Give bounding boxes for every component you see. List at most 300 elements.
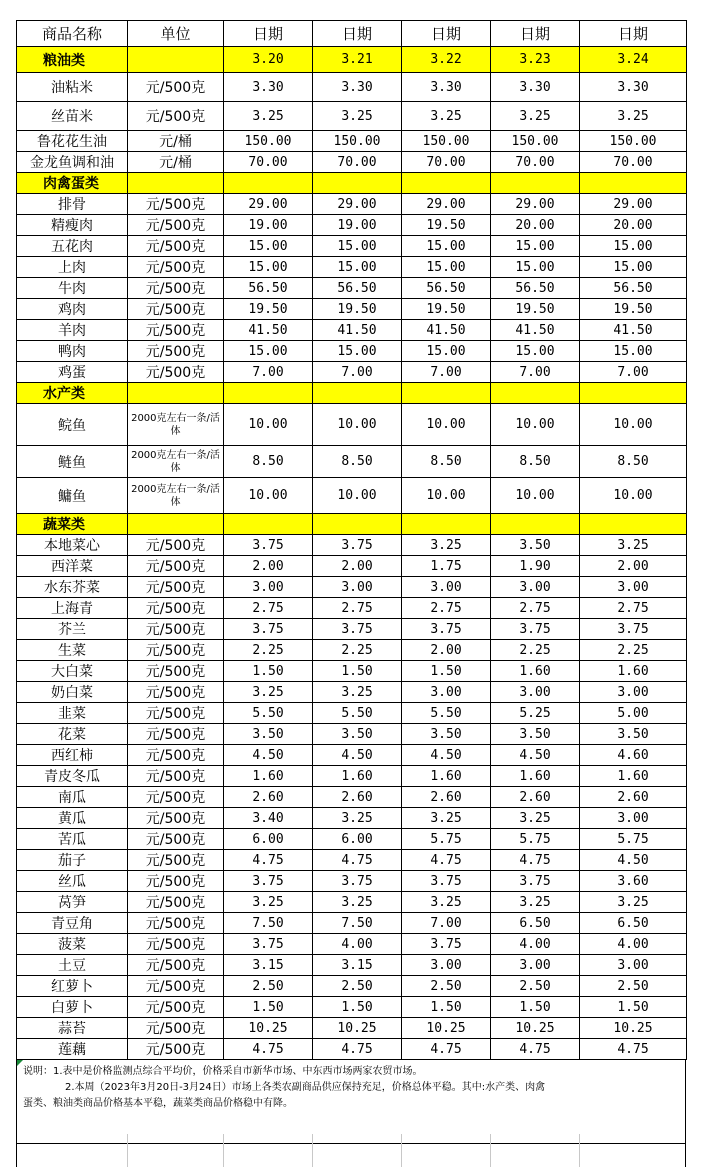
price-cell: 1.50 — [402, 997, 491, 1018]
price-cell: 3.15 — [313, 955, 402, 976]
price-cell: 1.60 — [313, 766, 402, 787]
notes-box — [16, 1060, 686, 1144]
table-row — [17, 661, 687, 682]
price-cell: 10.00 — [402, 478, 491, 514]
price-cell: 3.00 — [402, 955, 491, 976]
price-cell: 15.00 — [224, 257, 313, 278]
price-cell: 56.50 — [224, 278, 313, 299]
price-cell: 10.00 — [580, 478, 687, 514]
price-cell: 2.00 — [224, 556, 313, 577]
price-cell: 10.00 — [224, 404, 313, 446]
header-date: 日期 — [224, 21, 313, 47]
table-row — [17, 404, 687, 446]
price-cell: 29.00 — [313, 194, 402, 215]
grid-line — [127, 1134, 128, 1167]
price-cell: 2.25 — [580, 640, 687, 661]
item-name: 黄瓜 — [17, 808, 128, 829]
price-cell: 4.00 — [491, 934, 580, 955]
price-cell: 3.50 — [491, 535, 580, 556]
table-row — [17, 703, 687, 724]
price-cell: 3.25 — [313, 682, 402, 703]
price-cell: 3.75 — [491, 871, 580, 892]
price-cell: 3.00 — [491, 955, 580, 976]
header-unit: 单位 — [128, 21, 224, 47]
price-cell: 4.75 — [313, 850, 402, 871]
item-unit: 元/500克 — [128, 1039, 224, 1060]
item-unit: 元/500克 — [128, 577, 224, 598]
item-unit: 元/500克 — [128, 808, 224, 829]
table-row — [17, 976, 687, 997]
category-unit-cell — [128, 47, 224, 73]
price-cell: 10.25 — [580, 1018, 687, 1039]
item-name: 青豆角 — [17, 913, 128, 934]
header-date: 日期 — [580, 21, 687, 47]
price-cell: 3.00 — [491, 682, 580, 703]
price-cell: 2.75 — [224, 598, 313, 619]
price-cell: 4.50 — [402, 745, 491, 766]
date-cell — [402, 173, 491, 194]
item-unit: 元/500克 — [128, 934, 224, 955]
table-row — [17, 556, 687, 577]
price-cell: 15.00 — [491, 341, 580, 362]
item-name: 本地菜心 — [17, 535, 128, 556]
price-cell: 3.25 — [224, 682, 313, 703]
table-row — [17, 73, 687, 102]
category-name: 肉禽蛋类 — [17, 173, 128, 194]
item-name: 鳙鱼 — [17, 478, 128, 514]
price-cell: 1.75 — [402, 556, 491, 577]
item-unit: 元/500克 — [128, 535, 224, 556]
price-cell: 10.00 — [313, 478, 402, 514]
price-cell: 2.75 — [580, 598, 687, 619]
price-cell: 2.00 — [402, 640, 491, 661]
item-unit: 元/500克 — [128, 278, 224, 299]
price-cell: 7.00 — [313, 362, 402, 383]
item-name: 莴笋 — [17, 892, 128, 913]
price-cell: 3.25 — [580, 535, 687, 556]
price-cell: 8.50 — [491, 446, 580, 478]
price-cell: 4.00 — [580, 934, 687, 955]
item-name: 排骨 — [17, 194, 128, 215]
price-cell: 3.25 — [402, 535, 491, 556]
price-cell: 5.75 — [402, 829, 491, 850]
price-cell: 7.00 — [402, 913, 491, 934]
price-cell: 2.75 — [402, 598, 491, 619]
price-cell: 2.50 — [313, 976, 402, 997]
item-unit: 元/500克 — [128, 257, 224, 278]
price-cell: 41.50 — [580, 320, 687, 341]
price-cell: 3.25 — [580, 892, 687, 913]
date-cell — [224, 514, 313, 535]
price-cell: 3.15 — [224, 955, 313, 976]
category-unit-cell — [128, 173, 224, 194]
price-cell: 3.50 — [580, 724, 687, 745]
date-cell — [491, 514, 580, 535]
price-cell: 20.00 — [491, 215, 580, 236]
price-cell: 3.75 — [580, 619, 687, 640]
price-cell: 56.50 — [313, 278, 402, 299]
item-unit: 元/500克 — [128, 892, 224, 913]
price-cell: 5.50 — [224, 703, 313, 724]
item-unit: 元/500克 — [128, 997, 224, 1018]
price-cell: 2.25 — [491, 640, 580, 661]
grid-line — [223, 1134, 224, 1167]
table-row — [17, 787, 687, 808]
price-cell: 4.75 — [580, 1039, 687, 1060]
price-cell: 3.30 — [313, 73, 402, 102]
price-cell: 5.50 — [402, 703, 491, 724]
price-cell: 70.00 — [491, 152, 580, 173]
price-cell: 10.25 — [313, 1018, 402, 1039]
item-name: 丝瓜 — [17, 871, 128, 892]
price-cell: 1.90 — [491, 556, 580, 577]
category-row — [17, 47, 687, 73]
table-row — [17, 871, 687, 892]
price-cell: 2.50 — [402, 976, 491, 997]
item-name: 金龙鱼调和油 — [17, 152, 128, 173]
header-row — [17, 21, 687, 47]
table-row — [17, 478, 687, 514]
price-cell: 4.50 — [224, 745, 313, 766]
price-cell: 5.00 — [580, 703, 687, 724]
category-row — [17, 383, 687, 404]
table-row — [17, 278, 687, 299]
price-cell: 5.75 — [580, 829, 687, 850]
grid-line — [401, 1134, 402, 1167]
category-row — [17, 173, 687, 194]
note-line-1: 说明：1.表中是价格监测点综合平均价，价格采自市新华市场、中东西市场两家农贸市场。 — [23, 1066, 423, 1077]
price-cell: 2.60 — [224, 787, 313, 808]
price-cell: 3.75 — [224, 871, 313, 892]
item-name: 水东芥菜 — [17, 577, 128, 598]
item-unit: 元/500克 — [128, 661, 224, 682]
date-cell — [402, 383, 491, 404]
price-cell: 15.00 — [491, 257, 580, 278]
item-unit: 元/500克 — [128, 703, 224, 724]
item-name: 西红柿 — [17, 745, 128, 766]
price-cell: 41.50 — [491, 320, 580, 341]
price-cell: 3.75 — [402, 619, 491, 640]
item-unit: 元/500克 — [128, 73, 224, 102]
table-row — [17, 997, 687, 1018]
price-cell: 15.00 — [224, 341, 313, 362]
price-cell: 7.00 — [491, 362, 580, 383]
price-cell: 150.00 — [224, 131, 313, 152]
price-cell: 3.00 — [580, 682, 687, 703]
table-row — [17, 913, 687, 934]
price-cell: 4.75 — [313, 1039, 402, 1060]
price-cell: 2.75 — [491, 598, 580, 619]
price-cell: 1.60 — [224, 766, 313, 787]
price-cell: 8.50 — [402, 446, 491, 478]
date-cell — [491, 383, 580, 404]
category-unit-cell — [128, 514, 224, 535]
price-cell: 56.50 — [580, 278, 687, 299]
date-cell: 3.20 — [224, 47, 313, 73]
price-cell: 1.60 — [491, 661, 580, 682]
price-cell: 3.30 — [402, 73, 491, 102]
price-cell: 3.30 — [580, 73, 687, 102]
price-cell: 2.50 — [224, 976, 313, 997]
price-table — [16, 20, 687, 1060]
table-row — [17, 215, 687, 236]
price-cell: 2.25 — [224, 640, 313, 661]
item-unit: 元/500克 — [128, 640, 224, 661]
table-row — [17, 724, 687, 745]
price-cell: 3.50 — [491, 724, 580, 745]
price-cell: 2.00 — [313, 556, 402, 577]
price-cell: 2.75 — [313, 598, 402, 619]
empty-grid-outline — [16, 1134, 686, 1167]
price-cell: 10.00 — [580, 404, 687, 446]
price-cell: 4.75 — [491, 850, 580, 871]
item-name: 牛肉 — [17, 278, 128, 299]
price-cell: 4.75 — [224, 850, 313, 871]
price-cell: 4.00 — [313, 934, 402, 955]
price-cell: 70.00 — [313, 152, 402, 173]
table-row — [17, 619, 687, 640]
price-cell: 3.25 — [313, 892, 402, 913]
price-cell: 19.00 — [224, 215, 313, 236]
item-unit: 元/500克 — [128, 766, 224, 787]
price-cell: 10.00 — [491, 478, 580, 514]
price-cell: 2.60 — [402, 787, 491, 808]
price-cell: 3.75 — [224, 535, 313, 556]
price-cell: 4.60 — [580, 745, 687, 766]
date-cell — [313, 514, 402, 535]
price-cell: 3.75 — [313, 871, 402, 892]
table-row — [17, 446, 687, 478]
date-cell — [313, 383, 402, 404]
item-unit: 元/500克 — [128, 955, 224, 976]
price-cell: 3.00 — [580, 577, 687, 598]
item-name: 白萝卜 — [17, 997, 128, 1018]
price-cell: 2.60 — [313, 787, 402, 808]
price-cell: 150.00 — [491, 131, 580, 152]
table-row — [17, 808, 687, 829]
item-name: 上肉 — [17, 257, 128, 278]
price-cell: 10.25 — [224, 1018, 313, 1039]
price-cell: 41.50 — [402, 320, 491, 341]
price-cell: 8.50 — [313, 446, 402, 478]
table-row — [17, 640, 687, 661]
price-cell: 19.00 — [313, 215, 402, 236]
price-cell: 20.00 — [580, 215, 687, 236]
price-cell: 3.25 — [402, 892, 491, 913]
price-cell: 1.50 — [580, 997, 687, 1018]
price-cell: 4.75 — [491, 1039, 580, 1060]
price-cell: 3.25 — [402, 102, 491, 131]
item-name: 青皮冬瓜 — [17, 766, 128, 787]
grid-line — [312, 1134, 313, 1167]
price-cell: 3.25 — [313, 102, 402, 131]
price-cell: 6.50 — [491, 913, 580, 934]
item-unit: 2000克左右一条/活体 — [128, 446, 224, 478]
price-cell: 2.50 — [580, 976, 687, 997]
item-name: 茄子 — [17, 850, 128, 871]
price-cell: 3.25 — [491, 892, 580, 913]
date-cell — [224, 383, 313, 404]
price-cell: 19.50 — [491, 299, 580, 320]
date-cell: 3.22 — [402, 47, 491, 73]
item-name: 莲藕 — [17, 1039, 128, 1060]
price-cell: 5.75 — [491, 829, 580, 850]
price-cell: 1.50 — [313, 997, 402, 1018]
price-cell: 5.50 — [313, 703, 402, 724]
item-name: 精瘦肉 — [17, 215, 128, 236]
grid-line — [490, 1134, 491, 1167]
item-name: 上海青 — [17, 598, 128, 619]
price-cell: 70.00 — [580, 152, 687, 173]
item-unit: 元/500克 — [128, 362, 224, 383]
price-cell: 19.50 — [580, 299, 687, 320]
item-unit: 元/500克 — [128, 619, 224, 640]
price-cell: 4.75 — [402, 1039, 491, 1060]
date-cell — [402, 514, 491, 535]
price-cell: 3.75 — [491, 619, 580, 640]
price-cell: 1.50 — [224, 661, 313, 682]
date-cell: 3.23 — [491, 47, 580, 73]
price-cell: 2.50 — [491, 976, 580, 997]
category-unit-cell — [128, 383, 224, 404]
item-name: 土豆 — [17, 955, 128, 976]
price-cell: 10.00 — [491, 404, 580, 446]
item-unit: 元/500克 — [128, 976, 224, 997]
table-row — [17, 598, 687, 619]
price-cell: 3.00 — [580, 808, 687, 829]
item-unit: 元/500克 — [128, 682, 224, 703]
price-cell: 3.75 — [313, 619, 402, 640]
header-date: 日期 — [402, 21, 491, 47]
price-cell: 3.75 — [224, 619, 313, 640]
date-cell — [313, 173, 402, 194]
item-name: 西洋菜 — [17, 556, 128, 577]
item-name: 奶白菜 — [17, 682, 128, 703]
price-cell: 41.50 — [224, 320, 313, 341]
price-cell: 10.00 — [313, 404, 402, 446]
price-cell: 1.60 — [580, 661, 687, 682]
price-cell: 3.25 — [224, 892, 313, 913]
item-name: 苦瓜 — [17, 829, 128, 850]
price-cell: 3.75 — [402, 871, 491, 892]
table-row — [17, 131, 687, 152]
item-unit: 元/500克 — [128, 299, 224, 320]
price-cell: 4.50 — [580, 850, 687, 871]
date-cell: 3.21 — [313, 47, 402, 73]
price-cell: 1.50 — [402, 661, 491, 682]
item-name: 油粘米 — [17, 73, 128, 102]
item-name: 韭菜 — [17, 703, 128, 724]
price-cell: 4.50 — [491, 745, 580, 766]
item-unit: 元/500克 — [128, 598, 224, 619]
category-name: 粮油类 — [17, 47, 128, 73]
table-row — [17, 102, 687, 131]
price-cell: 70.00 — [402, 152, 491, 173]
price-cell: 1.60 — [580, 766, 687, 787]
item-unit: 元/500克 — [128, 787, 224, 808]
table-row — [17, 362, 687, 383]
note-line-3: 蛋类、粮油类商品价格基本平稳，蔬菜类商品价格稳中有降。 — [23, 1098, 293, 1109]
table-row — [17, 745, 687, 766]
price-cell: 6.00 — [224, 829, 313, 850]
price-cell: 8.50 — [580, 446, 687, 478]
item-name: 南瓜 — [17, 787, 128, 808]
price-cell: 3.50 — [313, 724, 402, 745]
price-cell: 150.00 — [580, 131, 687, 152]
price-cell: 10.25 — [402, 1018, 491, 1039]
price-cell: 3.30 — [491, 73, 580, 102]
price-cell: 1.50 — [224, 997, 313, 1018]
price-cell: 3.25 — [491, 102, 580, 131]
price-cell: 3.50 — [224, 724, 313, 745]
item-unit: 元/500克 — [128, 215, 224, 236]
item-name: 羊肉 — [17, 320, 128, 341]
header-name: 商品名称 — [17, 21, 128, 47]
item-name: 丝苗米 — [17, 102, 128, 131]
price-cell: 7.00 — [402, 362, 491, 383]
price-cell: 19.50 — [313, 299, 402, 320]
price-cell: 7.00 — [224, 362, 313, 383]
price-cell: 56.50 — [402, 278, 491, 299]
item-name: 鸡肉 — [17, 299, 128, 320]
item-name: 鸡蛋 — [17, 362, 128, 383]
price-cell: 2.00 — [580, 556, 687, 577]
table-row — [17, 1018, 687, 1039]
table-row — [17, 766, 687, 787]
price-cell: 6.00 — [313, 829, 402, 850]
price-cell: 3.75 — [402, 934, 491, 955]
date-cell — [580, 514, 687, 535]
price-cell: 3.60 — [580, 871, 687, 892]
price-cell: 2.60 — [491, 787, 580, 808]
price-cell: 29.00 — [580, 194, 687, 215]
cell-marker-icon — [17, 1060, 23, 1066]
price-cell: 3.00 — [224, 577, 313, 598]
price-cell: 29.00 — [224, 194, 313, 215]
price-cell: 3.00 — [402, 577, 491, 598]
item-unit: 元/500克 — [128, 320, 224, 341]
price-cell: 4.75 — [224, 1039, 313, 1060]
header-date: 日期 — [491, 21, 580, 47]
price-cell: 3.40 — [224, 808, 313, 829]
price-cell: 8.50 — [224, 446, 313, 478]
price-cell: 10.00 — [224, 478, 313, 514]
table-row — [17, 341, 687, 362]
date-cell — [580, 173, 687, 194]
item-unit: 元/500克 — [128, 1018, 224, 1039]
item-unit: 元/500克 — [128, 341, 224, 362]
item-unit: 元/500克 — [128, 556, 224, 577]
table-row — [17, 320, 687, 341]
price-cell: 3.25 — [313, 808, 402, 829]
table-row — [17, 577, 687, 598]
price-cell: 3.00 — [313, 577, 402, 598]
table-row — [17, 955, 687, 976]
table-row — [17, 299, 687, 320]
price-cell: 2.60 — [580, 787, 687, 808]
table-row — [17, 257, 687, 278]
price-cell: 15.00 — [580, 341, 687, 362]
price-cell: 3.25 — [402, 808, 491, 829]
price-cell: 19.50 — [402, 299, 491, 320]
price-cell: 56.50 — [491, 278, 580, 299]
price-cell: 2.25 — [313, 640, 402, 661]
category-name: 水产类 — [17, 383, 128, 404]
table-row — [17, 1039, 687, 1060]
item-name: 菠菜 — [17, 934, 128, 955]
price-cell: 19.50 — [402, 215, 491, 236]
item-unit: 元/500克 — [128, 236, 224, 257]
